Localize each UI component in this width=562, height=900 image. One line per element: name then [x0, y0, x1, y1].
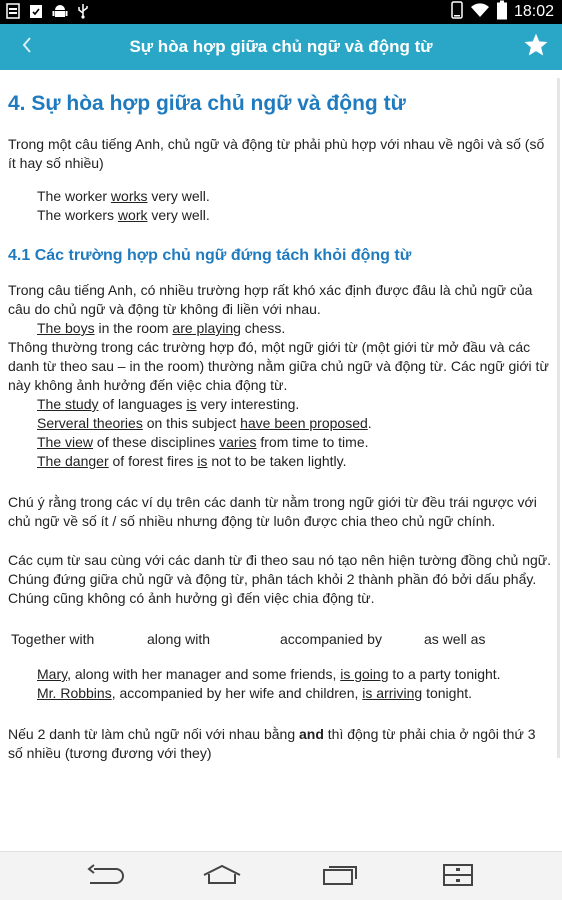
paragraph-3: Chú ý rằng trong các ví dụ trên các danh từ nằm trong ngữ giới từ đều trái ngược với chủ ngữ về số ít / số nhiều nhưng động từ luôn được chia theo chủ ngữ chính.: [8, 494, 537, 529]
example-sentence: Serveral theories on this subject have been proposed.: [37, 415, 372, 431]
clipboard-icon: [29, 3, 43, 24]
clock: 18:02: [513, 3, 554, 20]
phrase-item: along with: [147, 631, 211, 647]
article-heading: 4. Sự hòa hợp giữa chủ ngữ và động từ: [8, 92, 406, 115]
wifi-icon: [470, 2, 490, 23]
example-sentence: Mary, along with her manager and some friends, is going to a party tonight.: [37, 666, 501, 682]
paragraph-5: Nếu 2 danh từ làm chủ ngữ nối với nhau bằng and thì động từ phải chia ở ngôi thứ 3 số nhiều (tương đương với they): [8, 726, 536, 761]
nav-home-button[interactable]: [200, 862, 244, 892]
home-icon: [201, 863, 243, 892]
navigation-bar: [0, 851, 562, 900]
example-sentence: Mr. Robbins, accompanied by her wife and children, is arriving tonight.: [37, 685, 473, 701]
phrase-item: as well as: [424, 631, 486, 647]
paragraph-4: Các cụm từ sau cùng với các danh từ đi theo sau nó tạo nên hiện tường đồng chủ ngữ. Chúng đứng giữa chủ ngữ và động từ, phân tách khỏi 2 thành phần đó bởi dấu phẩy. Chúng cũng không có ảnh hưởng gì đến việc chia động từ.: [8, 552, 552, 606]
favorite-button[interactable]: [520, 32, 552, 62]
paragraph-2: Thông thường trong các trường hợp đó, một ngữ giới từ (một giới từ mở đầu và các danh từ theo sau – in the room) thường nằm giữa chủ ngữ và động từ. Các ngữ giới từ này không ảnh hưởng đến việc chia động từ.: [8, 339, 549, 393]
example-sentence: The view of these disciplines varies from time to time.: [37, 434, 369, 450]
battery-icon: [496, 0, 508, 25]
phrase-item: accompanied by: [280, 631, 382, 647]
status-bar: [0, 0, 562, 24]
example-group-1: [8, 187, 554, 225]
star-icon: [523, 32, 549, 63]
notification-icon: [6, 3, 20, 24]
paragraph-1: Trong câu tiếng Anh, có nhiều trường hợp rất khó xác định được đâu là chủ ngữ của câu do chủ ngữ và động từ không đi liền với nhau.: [8, 282, 533, 317]
nav-back-button[interactable]: [82, 862, 126, 892]
app-bar: [0, 24, 562, 70]
usb-icon: [77, 3, 89, 24]
example-sentence: The workers work very well.: [37, 207, 210, 223]
scrollbar[interactable]: [557, 78, 560, 758]
android-icon: [52, 3, 68, 24]
chevron-left-icon: [21, 36, 33, 59]
back-icon: [84, 863, 124, 892]
section-heading: 4.1 Các trường hợp chủ ngữ đứng tách khỏi động từ: [8, 247, 412, 264]
example-group-2: [8, 665, 554, 703]
back-button[interactable]: [12, 32, 42, 62]
page-title: Sự hòa hợp giữa chủ ngữ và động từ: [129, 37, 433, 56]
example-sentence: The study of languages is very interesting.: [37, 396, 300, 412]
recent-apps-icon: [321, 863, 359, 892]
nav-menu-button[interactable]: [436, 862, 480, 892]
intro-paragraph: Trong một câu tiếng Anh, chủ ngữ và động từ phải phù hợp với nhau về ngôi và số (số ít hay số nhiều): [8, 136, 545, 171]
article-content[interactable]: [0, 70, 562, 851]
menu-icon: [441, 862, 475, 893]
phrase-list: [8, 631, 554, 651]
phone-icon: [450, 1, 464, 24]
example-sentence: The worker works very well.: [37, 188, 210, 204]
phrase-item: Together with: [11, 631, 95, 647]
nav-recents-button[interactable]: [318, 862, 362, 892]
example-sentence: The danger of forest fires is not to be taken lightly.: [37, 453, 347, 469]
example-sentence: The boys in the room are playing chess.: [37, 320, 286, 336]
